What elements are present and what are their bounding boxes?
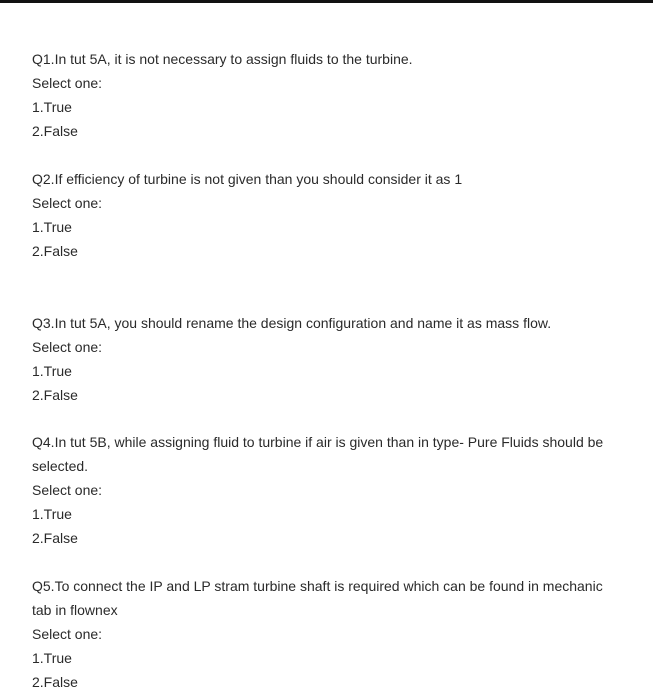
question-1-prompt: Select one: [32, 75, 103, 91]
question-1-text: Q1.In tut 5A, it is not necessary to assign fluids to the turbine. [32, 51, 413, 67]
question-5-prompt: Select one: [32, 626, 103, 642]
question-2-option-false[interactable]: 2.False [32, 243, 78, 259]
question-4 [32, 430, 653, 550]
question-5-option-false[interactable]: 2.False [32, 674, 78, 690]
top-border [0, 0, 653, 3]
question-2-prompt: Select one: [32, 195, 103, 211]
question-5-text-line-2: tab in flownex [32, 602, 118, 618]
question-5-text-line-1: Q5.To connect the IP and LP stram turbine shaft is required which can be found in mechanic [32, 578, 603, 594]
question-4-option-false[interactable]: 2.False [32, 530, 78, 546]
question-3-text: Q3.In tut 5A, you should rename the design configuration and name it as mass flow. [32, 315, 552, 331]
question-2-option-true[interactable]: 1.True [32, 219, 72, 235]
question-4-option-true[interactable]: 1.True [32, 506, 72, 522]
question-4-prompt: Select one: [32, 482, 103, 498]
question-3-prompt: Select one: [32, 339, 103, 355]
question-2 [32, 167, 653, 263]
question-3 [32, 311, 653, 407]
question-1-option-false[interactable]: 2.False [32, 123, 78, 139]
question-1 [32, 47, 653, 143]
question-2-text: Q2.If efficiency of turbine is not given than you should consider it as 1 [32, 171, 463, 187]
question-4-text-line-2: selected. [32, 458, 89, 474]
question-4-text-line-1: Q4.In tut 5B, while assigning fluid to turbine if air is given than in type- Pure Fluids should be [32, 434, 604, 450]
question-5-option-true[interactable]: 1.True [32, 650, 72, 666]
question-5 [32, 574, 653, 694]
question-3-option-false[interactable]: 2.False [32, 387, 78, 403]
question-3-option-true[interactable]: 1.True [32, 363, 72, 379]
question-1-option-true[interactable]: 1.True [32, 99, 72, 115]
